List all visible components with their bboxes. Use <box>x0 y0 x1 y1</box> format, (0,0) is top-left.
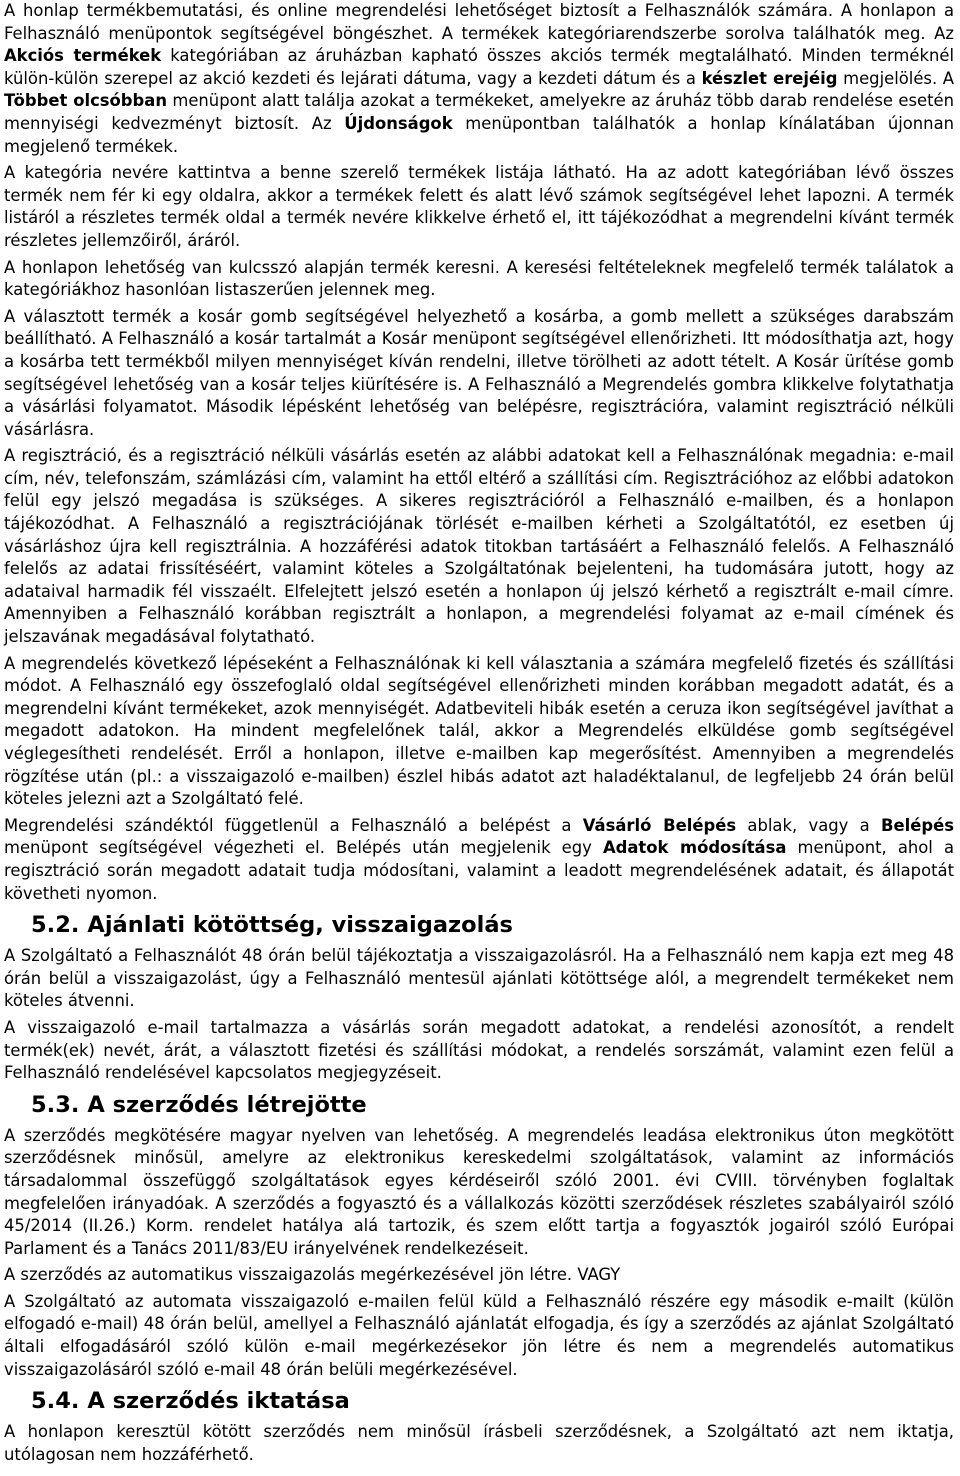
text: A választott termék a kosár gomb segítségével helyezhető a kosárba, a gomb mellett a szükséges darabszám beállítható. A Felhasználó a kosár tartalmát a Kosár menüpont segítségével ellenőrizheti. Itt módosíthatja azt, hogy a kosárba tett termékből milyen mennyiséget kíván rendelni, illetve törölheti az adott tételt. A Kosár ürítése gomb segítségével lehetőség van a kosár teljes kiürítésére is. A Felhasználó a Megrendelés gombra klikkelve folytathatja a vásárlási folyamatot. Második lépésként lehetőség van belépésre, regisztrációra, valamint regisztráció nélküli vásárlásra. <box>4 306 954 439</box>
section-number: 5.4. <box>31 1388 80 1415</box>
text: Megrendelési szándéktól függetlenül a Felhasználó a belépést a <box>4 815 583 835</box>
section-number: 5.2. <box>31 912 80 939</box>
text: A Szolgáltató a Felhasználót 48 órán belül tájékoztatja a visszaigazolásról. Ha a Felhasználó nem kapja ezt meg 48 órán belül a visszaigazolást, úgy a Felhasználó mentesül ajánlati kötöttsége alól, a megrendelt termékeket nem köteles átvenni. <box>4 946 954 1011</box>
paragraph-contract-auto <box>4 1264 954 1287</box>
text: ablak, vagy a <box>736 815 882 835</box>
text: A szerződés az automatikus visszaigazolás megérkezésével jön létre. VAGY <box>4 1265 621 1285</box>
text: A honlapon lehetőség van kulcsszó alapján termék keresni. A keresési feltételeknek megfelelő termék találatok a kategóriákhoz hasonlóan listaszerűen jelennek meg. <box>4 257 954 300</box>
bold-term-tobbet-olcsobban: Többet olcsóbban <box>4 91 167 111</box>
paragraph-confirmation-email <box>4 1017 954 1085</box>
text: A visszaigazoló e-mail tartalmazza a vásárlás során megadott adatokat, a rendelési azonosítót, a rendelt termék(ek) nevét, árát, a választott fizetési és szállítási módokat, a rendelés sorszámát, valamint ezen felül a Felhasználó rendelésével kapcsolatos megjegyzéseit. <box>4 1017 954 1083</box>
paragraph-login <box>4 815 954 905</box>
bold-term-akcios-termekek: Akciós termékek <box>4 46 162 66</box>
text: menüpont, ahol a regisztráció során megadott adatait tudja módosítani, valamint a leadott megrendelésének adatait, és állapotát követheti nyomon. <box>4 838 954 903</box>
text: A Szolgáltató az automata visszaigazoló e-mailen felül küld a Felhasználó részére egy második e-mailt (külön elfogadó e-mail) 48 órán belül, amellyel a Felhasználó ajánlatát elfogadja, és így a szerződés az ajánlat Szolgáltató általi elfogadásáról szóló külön e-mail megérkezésekor jön létre és nem a megrendelés automatikus visszaigazolásáról szóló e-mail 48 órán belüli megérkezésével. <box>4 1291 954 1379</box>
section-number: 5.3. <box>31 1091 80 1118</box>
text: megjelölés. A <box>837 68 954 88</box>
paragraph-confirmation-48h <box>4 945 954 1013</box>
section-heading-5-4 <box>31 1387 954 1415</box>
paragraph-search <box>4 257 954 302</box>
text: A honlap termékbemutatási, és online megrendelési lehetőséget biztosít a Felhasználók számára. A honlapon a Felhasználó menüpontok segítségével böngészhet. A termékek kategóriarendszerbe sorolva találhatók meg. Az <box>4 1 954 43</box>
section-heading-5-2 <box>31 911 954 939</box>
bold-term-adatok-modositasa: Adatok módosítása <box>602 838 787 858</box>
paragraph-contract-filing <box>4 1421 954 1466</box>
paragraph-cart <box>4 306 954 442</box>
section-title: Ajánlati kötöttség, visszaigazolás <box>87 912 513 939</box>
paragraph-intro <box>4 0 954 158</box>
bold-term-ujdonsagok: Újdonságok <box>344 113 453 133</box>
bold-term-vasarlo-belepes: Vásárló Belépés <box>582 815 737 835</box>
paragraph-registration <box>4 445 954 648</box>
text: A megrendelés következő lépéseként a Felhasználónak ki kell választania a számára megfelelő fizetés és szállítási módot. A Felhasználó egy összefoglaló oldal segítségével ellenőrizheti minden korábban megadott adatát, és a megrendelni kívánt termékeket, azok mennyiségét. Adatbeviteli hibák esetén a ceruza ikon segítségével javíthat a megadott adatokon. Ha mindent megfelelőnek talál, akkor a Megrendelés elküldése gomb segítségével véglegesítheti rendelését. Erről a honlapon, illetve e-mailben kap megerősítést. Amennyiben a megrendelés rögzítése után (pl.: a visszaigazoló e-mailben) észlel hibás adatot azt haladéktalanul, de legfeljebb 24 órán belül köteles jelezni azt a Szolgáltató felé. <box>4 653 954 809</box>
text: A kategória nevére kattintva a benne szerelő termékek listája látható. Ha az adott kategóriában lévő összes termék nem fér ki egy oldalra, akkor a termékek felett és alatt lévő számok segítségével lehet lapozni. A termék listáról a részletes termék oldal a termék nevére klikkelve érhető el, itt tájékozódhat a megrendelni kívánt termék részletes jellemzőiről, áráról. <box>4 163 954 250</box>
text: menüpont alatt találja azokat a termékeket, amelyekre az áruház több darab rendelése esetén mennyiségi kedvezményt biztosít. Az <box>4 91 954 133</box>
section-title: A szerződés létrejötte <box>87 1091 367 1118</box>
paragraph-contract-language <box>4 1125 954 1261</box>
bold-term-keszlet-erejeig: készlet erejéig <box>701 68 838 88</box>
text: A szerződés megkötésére magyar nyelven van lehetőség. A megrendelés leadása elektronikus úton megkötött szerződésnek minősül, amelyre az elektronikus kereskedelmi szolgáltatások, valamint az információs társadalommal összefüggő szolgáltatások egyes kérdéseiről szóló 2001. évi CVIII. törvényben foglaltak megfelelően irányadóak. A szerződés a fogyasztó és a vállalkozás közötti szerződések részletes szabályairól szóló 45/2014 (II.26.) Korm. rendelet hatálya alá tartozik, és szem előtt tartja a fogyasztók jogairól szóló Európai Parlament és a Tanács 2011/83/EU irányelvének rendelkezéseit. <box>4 1125 954 1258</box>
section-heading-5-3 <box>31 1091 954 1119</box>
paragraph-category <box>4 162 954 252</box>
text: menüpontban találhatók a honlap kínálatában újonnan megjelenő termékek. <box>4 113 954 156</box>
paragraph-order-steps <box>4 653 954 811</box>
text: A regisztráció, és a regisztráció nélküli vásárlás esetén az alábbi adatokat kell a Felhasználónak megadnia: e-mail cím, név, telefonszám, számlázási cím, valamint ha ettől eltérő a szállítási cím. Regisztrációhoz az előbbi adatokon felül egy jelszó megadása is szükséges. A sikeres regisztrációról a Felhasználó e-mailben, és a honlapon tájékozódhat. A Felhasználó a regisztrációjának törlését e-mailben kérheti a Szolgáltatótól, ez esetben új vásárláshoz újra kell regisztrálnia. A hozzáférési adatok titokban tartásáért a Felhasználó felelős. A Felhasználó felelős az adatai frissítéséért, valamint köteles a Szolgáltatónak bejelenteni, ha tudomására jutott, hogy az adataival harmadik fél visszaélt. Elfelejtett jelszó esetén a honlapon új jelszó kérhető a regisztrált e-mail címre. Amennyiben a Felhasználó korábban regisztrált a honlapon, a megrendelési folyamat az e-mail címének és jelszavának megadásával folytatható. <box>4 446 954 647</box>
section-title: A szerződés iktatása <box>87 1388 350 1415</box>
text: menüpont segítségével végezheti el. Belépés után megjelenik egy <box>4 838 603 858</box>
text: kategóriában az áruházban kapható összes akciós termék megtalálható. Minden terméknél külön-külön szerepel az akció kezdeti és lejárati dátuma, vagy a kezdeti dátum és a <box>4 46 955 88</box>
text: A honlapon keresztül kötött szerződés nem minősül írásbeli szerződésnek, a Szolgáltató azt nem iktatja, utólagosan nem hozzáférhető. <box>4 1422 954 1464</box>
paragraph-contract-second-email <box>4 1291 954 1381</box>
bold-term-belepes: Belépés <box>881 815 954 835</box>
